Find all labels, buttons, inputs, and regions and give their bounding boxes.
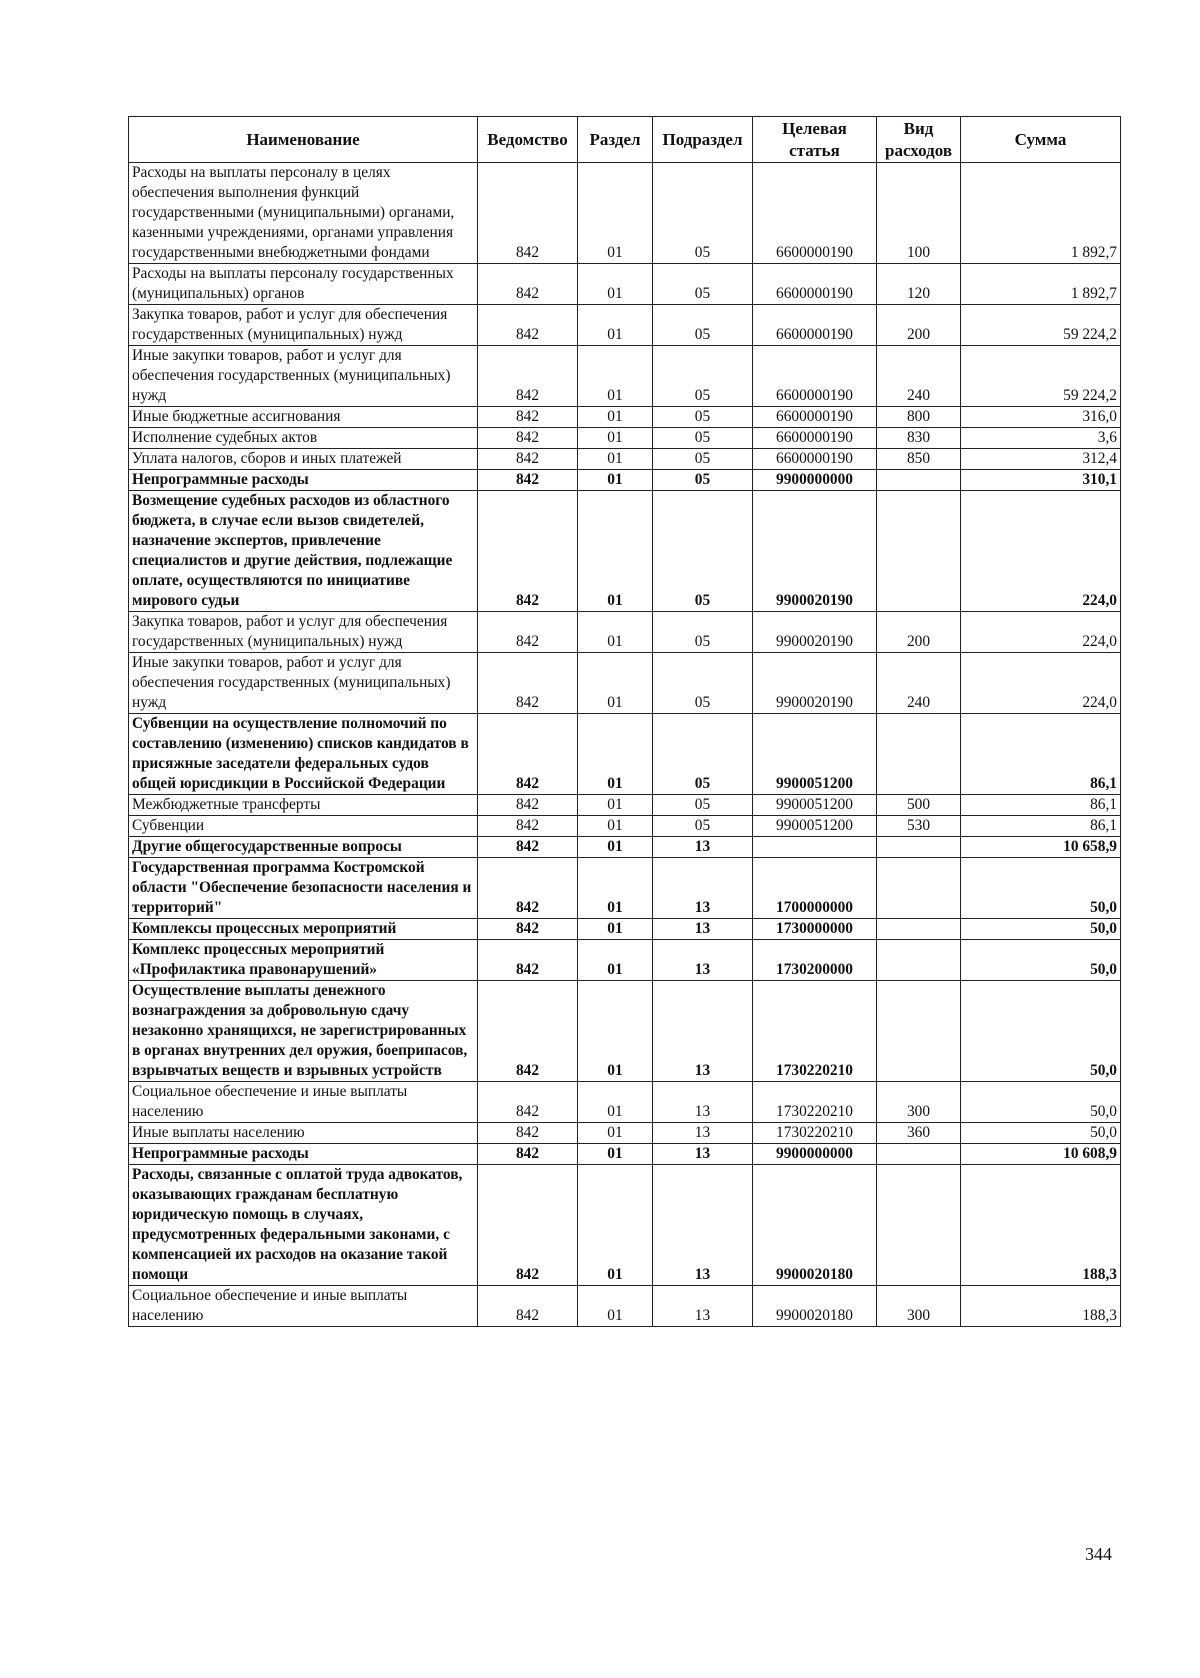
cell-name: Осуществление выплаты денежного вознаграждения за добровольную сдачу незаконно хранящихся, не зарегистрированных в органах внутренних дел оружия, боеприпасов, взрывчатых веществ и взрывных устройств — [129, 981, 478, 1082]
cell-target: 9900000000 — [753, 470, 877, 491]
cell-vid — [877, 1165, 961, 1286]
table-row — [129, 1082, 1121, 1123]
cell-vid: 500 — [877, 795, 961, 816]
cell-podrazdel: 13 — [653, 1123, 753, 1144]
cell-name: Государственная программа Костромской области "Обеспечение безопасности населения и территорий" — [129, 858, 478, 919]
cell-razdel: 01 — [578, 816, 653, 837]
cell-podrazdel: 13 — [653, 981, 753, 1082]
cell-vedomstvo: 842 — [478, 491, 578, 612]
cell-podrazdel: 05 — [653, 795, 753, 816]
cell-razdel: 01 — [578, 1082, 653, 1123]
cell-sum: 224,0 — [961, 653, 1121, 714]
cell-vedomstvo: 842 — [478, 1165, 578, 1286]
table-row — [129, 940, 1121, 981]
cell-podrazdel: 05 — [653, 653, 753, 714]
cell-razdel: 01 — [578, 491, 653, 612]
cell-vid: 240 — [877, 346, 961, 407]
cell-vedomstvo: 842 — [478, 1123, 578, 1144]
cell-name: Возмещение судебных расходов из областного бюджета, в случае если вызов свидетелей, назначение экспертов, привлечение специалистов и другие действия, подлежащие оплате, осуществляются по инициативе мирового судьи — [129, 491, 478, 612]
table-row — [129, 163, 1121, 264]
cell-name: Социальное обеспечение и иные выплаты населению — [129, 1082, 478, 1123]
cell-vedomstvo: 842 — [478, 653, 578, 714]
cell-target: 6600000190 — [753, 407, 877, 428]
cell-target: 9900020180 — [753, 1286, 877, 1327]
cell-podrazdel: 05 — [653, 714, 753, 795]
cell-vedomstvo: 842 — [478, 714, 578, 795]
table-row — [129, 264, 1121, 305]
cell-vid: 300 — [877, 1286, 961, 1327]
cell-vid — [877, 919, 961, 940]
cell-name: Непрограммные расходы — [129, 470, 478, 491]
cell-target: 6600000190 — [753, 346, 877, 407]
cell-razdel: 01 — [578, 449, 653, 470]
cell-name: Расходы, связанные с оплатой труда адвокатов, оказывающих гражданам бесплатную юридическую помощь в случаях, предусмотренных федеральными законами, с компенсацией их расходов на оказание такой помощи — [129, 1165, 478, 1286]
cell-sum: 86,1 — [961, 714, 1121, 795]
cell-sum: 188,3 — [961, 1286, 1121, 1327]
cell-razdel: 01 — [578, 858, 653, 919]
cell-sum: 86,1 — [961, 816, 1121, 837]
table-row — [129, 346, 1121, 407]
cell-sum: 3,6 — [961, 428, 1121, 449]
cell-razdel: 01 — [578, 407, 653, 428]
cell-vid: 240 — [877, 653, 961, 714]
cell-razdel: 01 — [578, 837, 653, 858]
cell-sum: 50,0 — [961, 858, 1121, 919]
cell-target: 9900051200 — [753, 816, 877, 837]
header-vid: Вид расходов — [877, 117, 961, 163]
cell-vid — [877, 714, 961, 795]
cell-name: Межбюджетные трансферты — [129, 795, 478, 816]
cell-sum: 224,0 — [961, 491, 1121, 612]
cell-razdel: 01 — [578, 470, 653, 491]
cell-podrazdel: 05 — [653, 449, 753, 470]
cell-target: 9900020190 — [753, 653, 877, 714]
cell-vedomstvo: 842 — [478, 981, 578, 1082]
cell-vedomstvo: 842 — [478, 305, 578, 346]
cell-name: Расходы на выплаты персоналу государственных (муниципальных) органов — [129, 264, 478, 305]
cell-target: 9900020190 — [753, 612, 877, 653]
cell-sum: 1 892,7 — [961, 163, 1121, 264]
cell-target: 1730000000 — [753, 919, 877, 940]
cell-razdel: 01 — [578, 1286, 653, 1327]
table-row — [129, 1123, 1121, 1144]
cell-podrazdel: 05 — [653, 264, 753, 305]
cell-vedomstvo: 842 — [478, 470, 578, 491]
cell-razdel: 01 — [578, 346, 653, 407]
cell-vedomstvo: 842 — [478, 163, 578, 264]
cell-razdel: 01 — [578, 428, 653, 449]
cell-target: 1730220210 — [753, 1123, 877, 1144]
cell-sum: 316,0 — [961, 407, 1121, 428]
cell-vedomstvo: 842 — [478, 1286, 578, 1327]
header-name: Наименование — [129, 117, 478, 163]
cell-sum: 86,1 — [961, 795, 1121, 816]
cell-razdel: 01 — [578, 1165, 653, 1286]
cell-vid: 850 — [877, 449, 961, 470]
cell-podrazdel: 13 — [653, 1165, 753, 1286]
table-row — [129, 305, 1121, 346]
cell-target: 9900020190 — [753, 491, 877, 612]
cell-podrazdel: 13 — [653, 919, 753, 940]
cell-sum: 50,0 — [961, 940, 1121, 981]
cell-razdel: 01 — [578, 163, 653, 264]
cell-vedomstvo: 842 — [478, 428, 578, 449]
cell-razdel: 01 — [578, 940, 653, 981]
budget-table — [128, 116, 1121, 1327]
cell-vid: 300 — [877, 1082, 961, 1123]
cell-vedomstvo: 842 — [478, 1082, 578, 1123]
table-row — [129, 1144, 1121, 1165]
cell-name: Закупка товаров, работ и услуг для обеспечения государственных (муниципальных) нужд — [129, 612, 478, 653]
header-podrazdel: Подраздел — [653, 117, 753, 163]
cell-sum: 59 224,2 — [961, 305, 1121, 346]
cell-target: 9900020180 — [753, 1165, 877, 1286]
cell-vid — [877, 981, 961, 1082]
cell-sum: 188,3 — [961, 1165, 1121, 1286]
cell-vedomstvo: 842 — [478, 940, 578, 981]
cell-razdel: 01 — [578, 612, 653, 653]
cell-sum: 10 658,9 — [961, 837, 1121, 858]
table-row — [129, 714, 1121, 795]
cell-vid — [877, 837, 961, 858]
cell-vid: 120 — [877, 264, 961, 305]
cell-sum: 312,4 — [961, 449, 1121, 470]
cell-razdel: 01 — [578, 981, 653, 1082]
cell-name: Другие общегосударственные вопросы — [129, 837, 478, 858]
cell-razdel: 01 — [578, 795, 653, 816]
cell-sum: 50,0 — [961, 1082, 1121, 1123]
cell-vedomstvo: 842 — [478, 919, 578, 940]
table-row — [129, 816, 1121, 837]
cell-name: Иные бюджетные ассигнования — [129, 407, 478, 428]
cell-vedomstvo: 842 — [478, 816, 578, 837]
cell-target: 9900000000 — [753, 1144, 877, 1165]
cell-target: 6600000190 — [753, 264, 877, 305]
cell-razdel: 01 — [578, 1123, 653, 1144]
table-row — [129, 491, 1121, 612]
cell-target: 6600000190 — [753, 163, 877, 264]
cell-podrazdel: 13 — [653, 1286, 753, 1327]
cell-target — [753, 837, 877, 858]
header-sum: Сумма — [961, 117, 1121, 163]
table-body — [129, 163, 1121, 1327]
cell-vid — [877, 470, 961, 491]
table-row — [129, 795, 1121, 816]
cell-name: Социальное обеспечение и иные выплаты населению — [129, 1286, 478, 1327]
cell-vid: 830 — [877, 428, 961, 449]
cell-vedomstvo: 842 — [478, 449, 578, 470]
cell-vid: 800 — [877, 407, 961, 428]
cell-razdel: 01 — [578, 264, 653, 305]
cell-target: 1730220210 — [753, 981, 877, 1082]
table-row — [129, 428, 1121, 449]
table-row — [129, 1165, 1121, 1286]
cell-sum: 1 892,7 — [961, 264, 1121, 305]
cell-vedomstvo: 842 — [478, 795, 578, 816]
cell-vid — [877, 940, 961, 981]
cell-podrazdel: 05 — [653, 491, 753, 612]
cell-name: Иные закупки товаров, работ и услуг для обеспечения государственных (муниципальных) нужд — [129, 653, 478, 714]
table-row — [129, 407, 1121, 428]
cell-vedomstvo: 842 — [478, 837, 578, 858]
cell-podrazdel: 13 — [653, 858, 753, 919]
cell-vid: 530 — [877, 816, 961, 837]
header-target: Целевая статья — [753, 117, 877, 163]
cell-target: 1700000000 — [753, 858, 877, 919]
table-row — [129, 858, 1121, 919]
cell-razdel: 01 — [578, 714, 653, 795]
cell-vid — [877, 858, 961, 919]
table-row — [129, 1286, 1121, 1327]
cell-name: Исполнение судебных актов — [129, 428, 478, 449]
table-row — [129, 449, 1121, 470]
table-row — [129, 919, 1121, 940]
cell-sum: 10 608,9 — [961, 1144, 1121, 1165]
cell-sum: 50,0 — [961, 1123, 1121, 1144]
cell-name: Субвенции на осуществление полномочий по составлению (изменению) списков кандидатов в присяжные заседатели федеральных судов общей юрисдикции в Российской Федерации — [129, 714, 478, 795]
cell-vid — [877, 491, 961, 612]
cell-podrazdel: 13 — [653, 1144, 753, 1165]
cell-podrazdel: 05 — [653, 163, 753, 264]
cell-name: Уплата налогов, сборов и иных платежей — [129, 449, 478, 470]
cell-name: Расходы на выплаты персоналу в целях обеспечения выполнения функций государственными (муниципальными) органами, казенными учреждениями, органами управления государственными внебюджетными фондами — [129, 163, 478, 264]
cell-target: 1730200000 — [753, 940, 877, 981]
cell-podrazdel: 05 — [653, 346, 753, 407]
cell-target: 6600000190 — [753, 428, 877, 449]
cell-vedomstvo: 842 — [478, 858, 578, 919]
cell-podrazdel: 13 — [653, 940, 753, 981]
cell-razdel: 01 — [578, 919, 653, 940]
cell-sum: 224,0 — [961, 612, 1121, 653]
cell-sum: 59 224,2 — [961, 346, 1121, 407]
cell-podrazdel: 05 — [653, 428, 753, 449]
table-row — [129, 981, 1121, 1082]
table-row — [129, 470, 1121, 491]
cell-podrazdel: 05 — [653, 305, 753, 346]
table-header-row — [129, 117, 1121, 163]
cell-podrazdel: 13 — [653, 837, 753, 858]
cell-vedomstvo: 842 — [478, 407, 578, 428]
cell-podrazdel: 05 — [653, 470, 753, 491]
cell-name: Комплекс процессных мероприятий «Профилактика правонарушений» — [129, 940, 478, 981]
cell-razdel: 01 — [578, 1144, 653, 1165]
table-row — [129, 612, 1121, 653]
page-number: 344 — [1085, 1544, 1112, 1564]
cell-vid: 200 — [877, 305, 961, 346]
cell-target: 6600000190 — [753, 305, 877, 346]
header-vedomstvo: Ведомство — [478, 117, 578, 163]
cell-name: Комплексы процессных мероприятий — [129, 919, 478, 940]
cell-name: Непрограммные расходы — [129, 1144, 478, 1165]
cell-vid — [877, 1144, 961, 1165]
cell-vid: 360 — [877, 1123, 961, 1144]
cell-podrazdel: 13 — [653, 1082, 753, 1123]
cell-target: 9900051200 — [753, 714, 877, 795]
cell-podrazdel: 05 — [653, 816, 753, 837]
cell-name: Субвенции — [129, 816, 478, 837]
cell-vedomstvo: 842 — [478, 1144, 578, 1165]
cell-sum: 50,0 — [961, 981, 1121, 1082]
cell-sum: 310,1 — [961, 470, 1121, 491]
cell-podrazdel: 05 — [653, 612, 753, 653]
cell-target: 9900051200 — [753, 795, 877, 816]
cell-razdel: 01 — [578, 653, 653, 714]
cell-sum: 50,0 — [961, 919, 1121, 940]
cell-target: 6600000190 — [753, 449, 877, 470]
cell-podrazdel: 05 — [653, 407, 753, 428]
header-razdel: Раздел — [578, 117, 653, 163]
cell-name: Иные закупки товаров, работ и услуг для обеспечения государственных (муниципальных) нужд — [129, 346, 478, 407]
cell-vedomstvo: 842 — [478, 612, 578, 653]
table-row — [129, 837, 1121, 858]
cell-vid: 100 — [877, 163, 961, 264]
cell-vedomstvo: 842 — [478, 264, 578, 305]
table-row — [129, 653, 1121, 714]
cell-vid: 200 — [877, 612, 961, 653]
cell-target: 1730220210 — [753, 1082, 877, 1123]
cell-razdel: 01 — [578, 305, 653, 346]
cell-vedomstvo: 842 — [478, 346, 578, 407]
cell-name: Иные выплаты населению — [129, 1123, 478, 1144]
cell-name: Закупка товаров, работ и услуг для обеспечения государственных (муниципальных) нужд — [129, 305, 478, 346]
